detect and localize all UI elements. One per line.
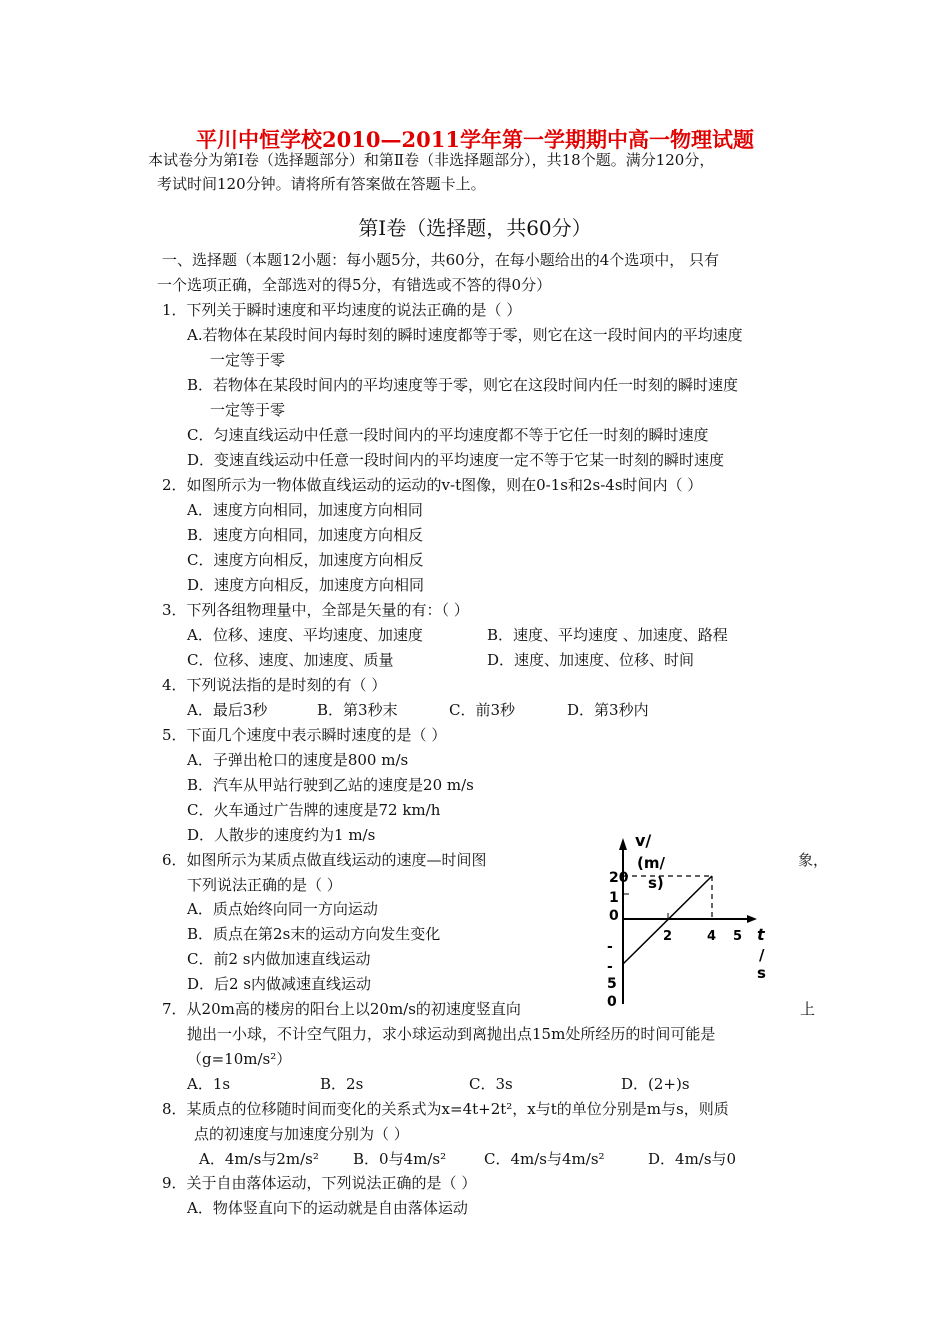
q4-option-a: A．最后3秒 [187, 701, 268, 719]
section-heading: 第Ⅰ卷（选择题，共60分） [358, 216, 592, 240]
q4-option-b: B．第3秒末 [317, 701, 398, 719]
x-label-t: t [757, 925, 765, 944]
question-4: 4．下列说法指的是时刻的有（ ） [162, 676, 387, 694]
q8-option-d: D．4m/s与0 [648, 1150, 737, 1168]
y-unit-2: s) [648, 874, 664, 892]
q9-option-a: A．物体竖直向下的运动就是自由落体运动 [187, 1199, 468, 1217]
tick-label-10b: 0 [609, 908, 619, 924]
question-1: 1．下列关于瞬时速度和平均速度的说法正确的是（ ） [162, 301, 522, 319]
q3-option-b: B．速度、平均速度 、加速度、路程 [487, 626, 728, 644]
page-title: 平川中恒学校2010—2011学年第一学期期中高一物理试题 [196, 127, 754, 152]
q7-option-a: A．1s [187, 1075, 231, 1093]
x-label-slash: / [759, 946, 765, 964]
q2-option-d: D．速度方向相反，加速度方向相同 [187, 576, 425, 594]
neg-label-4: 0 [607, 994, 617, 1010]
q2-option-a: A．速度方向相同，加速度方向相同 [187, 501, 423, 519]
q6-option-d: D．后2 s内做减速直线运动 [187, 975, 372, 993]
q1-option-b-cont: 一定等于零 [210, 401, 286, 419]
q7-option-b: B．2s [320, 1075, 364, 1093]
question-7-tail: 上 [800, 1000, 816, 1018]
x-label-s: s [757, 964, 766, 982]
q4-option-d: D．第3秒内 [567, 701, 649, 719]
q7-option-c: C．3s [469, 1075, 513, 1093]
neg-label-3: 5 [607, 976, 617, 992]
neg-label-2: - [607, 959, 613, 975]
question-8-cont: 点的初速度与加速度分别为（ ） [194, 1125, 409, 1143]
question-7-cont-2: （g=10m/s²） [187, 1050, 292, 1068]
tick-label-2: 2 [663, 929, 673, 944]
question-7: 7．从20m高的楼房的阳台上以20m/s的初速度竖直向 [162, 1000, 521, 1018]
intro-line-1: 本试卷分为第Ⅰ卷（选择题部分）和第Ⅱ卷（非选择题部分），共18个题。满分120分， [148, 151, 715, 169]
q8-option-c: C．4m/s与4m/s² [484, 1150, 605, 1168]
question-6-cont: 下列说法正确的是（ ） [187, 876, 342, 894]
y-unit-1: (m/ [637, 854, 665, 872]
q5-option-d: D．人散步的速度约为1 m/s [187, 826, 376, 844]
x-axis-arrow [747, 915, 757, 923]
q8-option-a: A．4m/s与2m/s² [199, 1150, 319, 1168]
q6-option-a: A．质点始终向同一方向运动 [187, 900, 378, 918]
q5-option-b: B．汽车从甲站行驶到乙站的速度是20 m/s [187, 776, 474, 794]
q6-option-b: B．质点在第2s末的运动方向发生变化 [187, 925, 441, 943]
tick-label-4: 4 [707, 929, 717, 944]
q7-option-d: D．(2+)s [621, 1075, 690, 1093]
question-2: 2．如图所示为一物体做直线运动的运动的v-t图像，则在0-1s和2s-4s时间内（ ） [162, 476, 703, 494]
instructions-line-1: 一、选择题（本题12小题：每小题5分，共60分，在每小题给出的4个选项中， 只有 [162, 251, 720, 269]
question-3: 3．下列各组物理量中，全部是矢量的有：（ ） [162, 601, 469, 619]
question-6-tail: 象， [798, 851, 829, 869]
y-label: v/ [635, 831, 652, 850]
q5-option-c: C．火车通过广告牌的速度是72 km/h [187, 801, 441, 819]
q2-option-b: B．速度方向相同，加速度方向相反 [187, 526, 424, 544]
y-axis-arrow [619, 838, 627, 850]
q1-option-a: A.若物体在某段时间内每时刻的瞬时速度都等于零，则它在这一段时间内的平均速度 [187, 326, 743, 344]
q1-option-a-cont: 一定等于零 [210, 351, 286, 369]
q1-option-d: D．变速直线运动中任意一段时间内的平均速度一定不等于它某一时刻的瞬时速度 [187, 451, 725, 469]
q3-option-c: C．位移、速度、加速度、质量 [187, 651, 394, 669]
q5-option-a: A．子弹出枪口的速度是800 m/s [187, 751, 409, 769]
q1-option-c: C．匀速直线运动中任意一段时间内的平均速度都不等于它任一时刻的瞬时速度 [187, 426, 709, 444]
q8-option-b: B．0与4m/s² [353, 1150, 447, 1168]
tick-label-5: 5 [733, 929, 743, 944]
velocity-time-graph [585, 826, 775, 1016]
q3-option-d: D．速度、加速度、位移、时间 [487, 651, 695, 669]
question-6: 6．如图所示为某质点做直线运动的速度—时间图 [162, 851, 487, 869]
q6-option-c: C．前2 s内做加速直线运动 [187, 950, 371, 968]
tick-label-10a: 1 [609, 890, 619, 906]
q3-option-a: A．位移、速度、平均速度、加速度 [187, 626, 423, 644]
q4-option-c: C．前3秒 [449, 701, 516, 719]
intro-line-2: 考试时间120分钟。请将所有答案做在答题卡上。 [157, 175, 486, 193]
instructions-line-2: 一个选项正确，全部选对的得5分，有错选或不答的得0分） [157, 276, 552, 294]
q1-option-b: B．若物体在某段时间内的平均速度等于零，则它在这段时间内任一时刻的瞬时速度 [187, 376, 739, 394]
question-5: 5．下面几个速度中表示瞬时速度的是（ ） [162, 726, 447, 744]
tick-label-20: 20 [609, 870, 629, 886]
question-9: 9．关于自由落体运动，下列说法正确的是（ ） [162, 1174, 477, 1192]
question-8: 8．某质点的位移随时间而变化的关系式为x=4t+2t²，x与t的单位分别是m与s，则质 [162, 1100, 729, 1118]
question-7-cont: 抛出一小球，不计空气阻力，求小球运动到离抛出点15m处所经历的时间可能是 [187, 1025, 716, 1043]
q2-option-c: C．速度方向相反，加速度方向相反 [187, 551, 424, 569]
neg-label-1: - [607, 939, 613, 955]
